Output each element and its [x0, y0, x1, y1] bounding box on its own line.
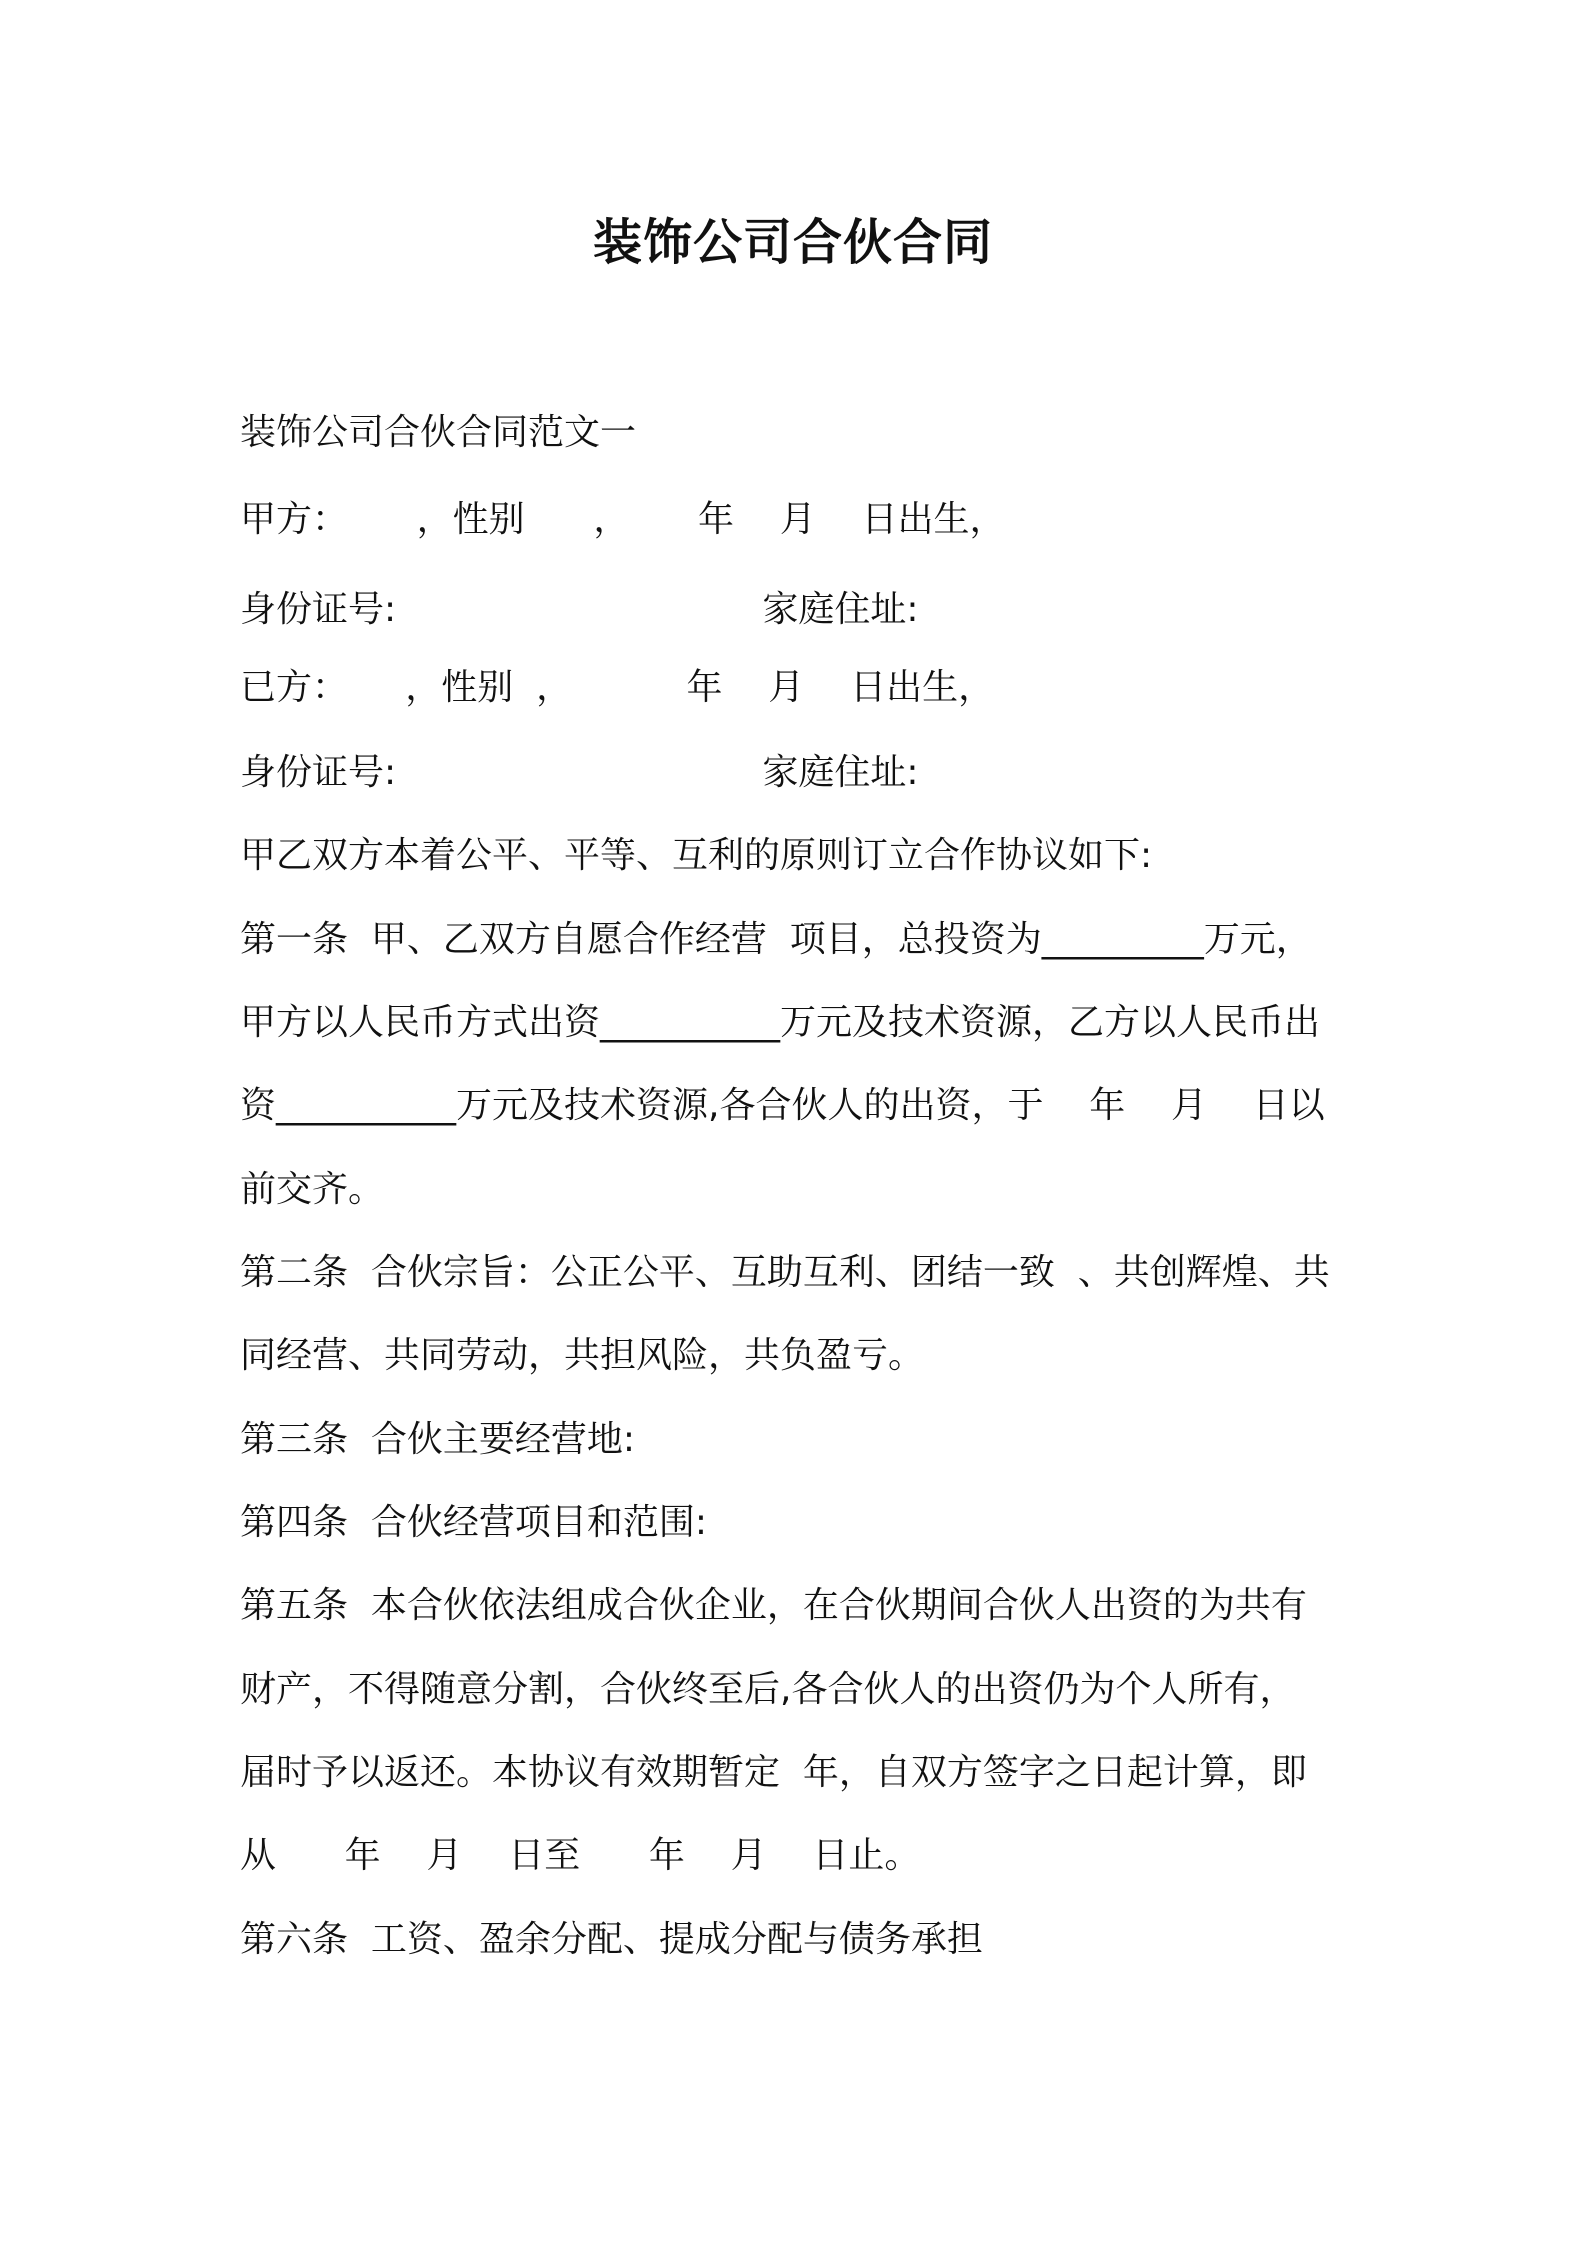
body-line-article-5c: 届时予以返还。本协议有效期暂定 年，自双方签字之日起计算，即: [240, 1752, 1307, 1793]
body-line-article-2a: 第二条 合伙宗旨：公正公平、互助互利、团结一致 、共创辉煌、共: [240, 1252, 1330, 1293]
body-line-section-heading: 装饰公司合伙合同范文一: [240, 412, 637, 453]
document-title: 装饰公司合伙合同: [592, 214, 993, 271]
body-line-article-5d: 从 年 月 日至 年 月 日止。: [240, 1835, 921, 1876]
body-line-article-1c: 资__________万元及技术资源,各合伙人的出资，于 年 月 日以: [240, 1085, 1325, 1126]
body-line-article-5b: 财产，不得随意分割，合伙终至后,各合伙人的出资仍为个人所有，: [240, 1669, 1296, 1710]
body-line-article-1d: 前交齐。: [240, 1169, 385, 1210]
body-line-article-1a: 第一条 甲、乙双方自愿合作经营 项目，总投资为_________万元，: [240, 919, 1312, 960]
body-line-article-3: 第三条 合伙主要经营地:: [240, 1419, 636, 1460]
body-line-party-b-id: 身份证号: 家庭住址:: [240, 752, 919, 793]
body-line-party-a-id: 身份证号: 家庭住址:: [240, 589, 919, 630]
body-line-article-4: 第四条 合伙经营项目和范围:: [240, 1502, 708, 1543]
body-line-party-a: 甲方： ，性别 ， 年 月 日出生，: [240, 499, 1006, 540]
body-line-article-1b: 甲方以人民币方式出资__________万元及技术资源，乙方以人民币出: [240, 1002, 1321, 1043]
body-line-article-5a: 第五条 本合伙依法组成合伙企业，在合伙期间合伙人出资的为共有: [240, 1585, 1307, 1626]
body-line-article-6: 第六条 工资、盈余分配、提成分配与债务承担: [240, 1919, 983, 1960]
body-line-party-b: 已方： ，性别 ， 年 月 日出生，: [240, 667, 995, 708]
body-line-preamble: 甲乙双方本着公平、平等、互利的原则订立合作协议如下:: [240, 835, 1153, 876]
body-line-article-2b: 同经营、共同劳动，共担风险，共负盈亏。: [240, 1335, 925, 1376]
